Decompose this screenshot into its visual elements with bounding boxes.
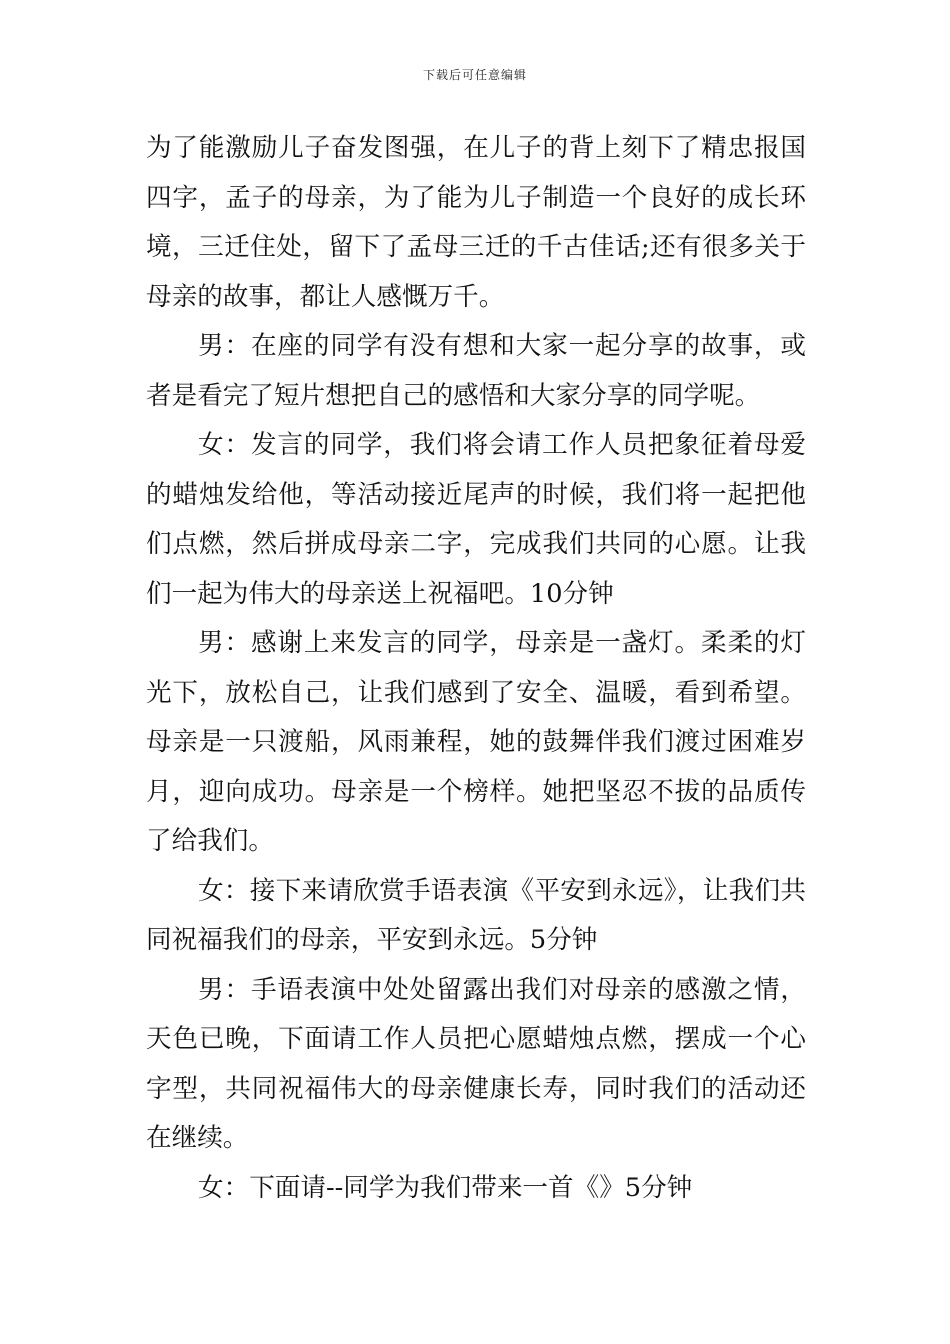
paragraph-7: 女：下面请--同学为我们带来一首《》5分钟 (198, 1172, 693, 1203)
page-header: 下载后可任意编辑 (422, 68, 527, 82)
paragraph-5: 女：接下来请欣赏手语表演《平安到永远》，让我们共同祝福我们的母亲，平安到永远。5分钟 (146, 875, 806, 955)
paragraph-1: 为了能激励儿子奋发图强，在儿子的背上刻下了精忠报国四字，孟子的母亲，为了能为儿子制造一个良好的成长环境，三迁住处，留下了孟母三迁的千古佳话;还有很多关于母亲的故事，都让人感慨万千。 (146, 133, 806, 312)
paragraph-4: 男：感谢上来发言的同学，母亲是一盏灯。柔柔的灯光下，放松自己，让我们感到了安全、温暖，看到希望。母亲是一只渡船，风雨兼程，她的鼓舞伴我们渡过困难岁月，迎向成功。母亲是一个榜样。她把坚忍不拔的品质传了给我们。 (146, 628, 806, 856)
paragraph-6: 男：手语表演中处处留露出我们对母亲的感激之情，天色已晚，下面请工作人员把心愿蜡烛点燃，摆成一个心字型，共同祝福伟大的母亲健康长寿，同时我们的活动还在继续。 (146, 974, 806, 1153)
paragraph-2: 男：在座的同学有没有想和大家一起分享的故事，或者是看完了短片想把自己的感悟和大家分享的同学呢。 (146, 331, 806, 411)
paragraph-3: 女：发言的同学，我们将会请工作人员把象征着母爱的蜡烛发给他，等活动接近尾声的时候，我们将一起把他们点燃，然后拼成母亲二字，完成我们共同的心愿。让我们一起为伟大的母亲送上祝福吧。10分钟 (146, 430, 806, 609)
document-body (146, 124, 806, 1213)
